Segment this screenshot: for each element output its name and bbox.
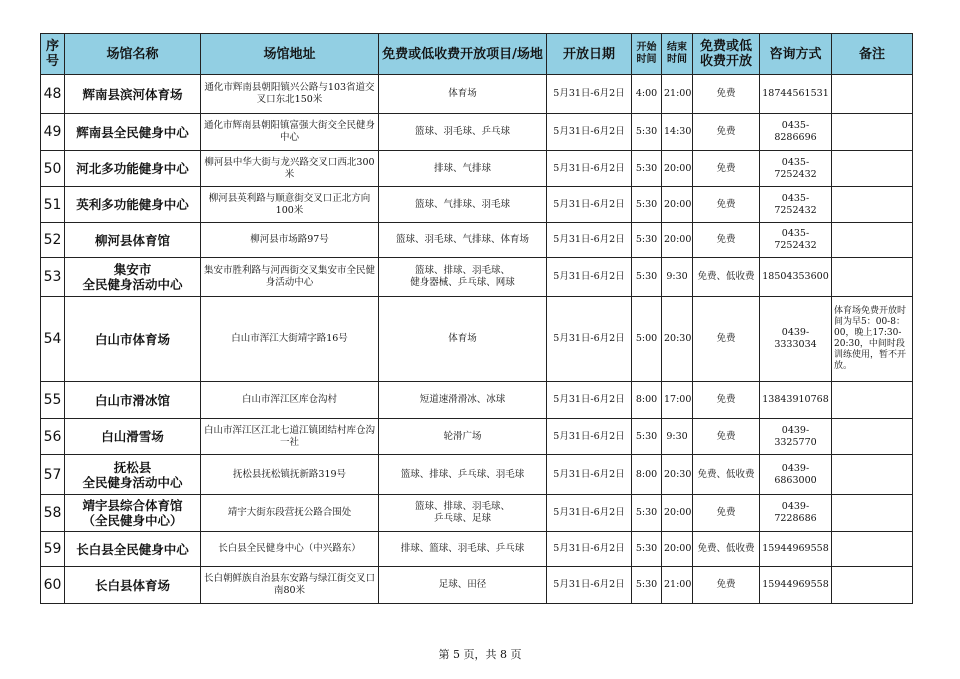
fee-cell: 免费 <box>693 75 760 114</box>
fee-cell: 免费、低收费 <box>693 258 760 297</box>
dates-cell: 5月31日-6月2日 <box>547 151 632 187</box>
fee-cell: 免费、低收费 <box>693 532 760 567</box>
items-cell: 足球、田径 <box>379 567 547 604</box>
contact-cell: 18744561531 <box>760 75 832 114</box>
start-time-cell: 5:30 <box>632 151 662 187</box>
items-cell: 体育场 <box>379 297 547 382</box>
start-time-cell: 5:30 <box>632 223 662 258</box>
dates-cell: 5月31日-6月2日 <box>547 258 632 297</box>
venue-name-cell: 白山滑雪场 <box>65 419 201 455</box>
address-cell: 抚松县抚松镇抚新路319号 <box>201 455 379 495</box>
dates-cell: 5月31日-6月2日 <box>547 419 632 455</box>
table-row <box>41 455 913 495</box>
header-end: 结束时间 <box>662 34 693 75</box>
dates-cell: 5月31日-6月2日 <box>547 567 632 604</box>
address-cell: 柳河县市场路97号 <box>201 223 379 258</box>
items-cell: 篮球、羽毛球、乒乓球 <box>379 114 547 151</box>
remark-cell <box>832 495 913 532</box>
address-cell: 柳河县英利路与顺意街交叉口正北方向100米 <box>201 187 379 223</box>
remark-cell <box>832 419 913 455</box>
fee-cell: 免费 <box>693 297 760 382</box>
end-time-cell: 20:00 <box>662 187 693 223</box>
index-cell: 48 <box>41 75 65 114</box>
header-items: 免费或低收费开放项目/场地 <box>379 34 547 75</box>
address-cell: 白山市浑江大街靖字路16号 <box>201 297 379 382</box>
venue-name-cell: 柳河县体育馆 <box>65 223 201 258</box>
dates-cell: 5月31日-6月2日 <box>547 114 632 151</box>
venue-name-cell: 英利多功能健身中心 <box>65 187 201 223</box>
contact-cell: 13843910768 <box>760 382 832 419</box>
start-time-cell: 5:30 <box>632 114 662 151</box>
table-row <box>41 258 913 297</box>
start-time-cell: 5:30 <box>632 187 662 223</box>
table-row <box>41 532 913 567</box>
venue-name-cell: 抚松县 全民健身活动中心 <box>65 455 201 495</box>
contact-cell: 18504353600 <box>760 258 832 297</box>
dates-cell: 5月31日-6月2日 <box>547 532 632 567</box>
start-time-cell: 5:00 <box>632 297 662 382</box>
fee-cell: 免费 <box>693 567 760 604</box>
venue-name-cell: 集安市 全民健身活动中心 <box>65 258 201 297</box>
items-cell: 轮滑广场 <box>379 419 547 455</box>
fee-cell: 免费 <box>693 187 760 223</box>
contact-cell: 0439-6863000 <box>760 455 832 495</box>
venue-name-cell: 白山市滑冰馆 <box>65 382 201 419</box>
start-time-cell: 5:30 <box>632 567 662 604</box>
remark-cell <box>832 258 913 297</box>
contact-cell: 0439-3333034 <box>760 297 832 382</box>
remark-cell <box>832 567 913 604</box>
header-fee: 免费或低收费开放 <box>693 34 760 75</box>
start-time-cell: 8:00 <box>632 455 662 495</box>
end-time-cell: 20:00 <box>662 151 693 187</box>
table-row <box>41 75 913 114</box>
contact-cell: 0439-3325770 <box>760 419 832 455</box>
items-cell: 篮球、气排球、羽毛球 <box>379 187 547 223</box>
address-cell: 白山市浑江区江北七道江镇团结村库仓沟一社 <box>201 419 379 455</box>
fee-cell: 免费 <box>693 419 760 455</box>
table-row <box>41 114 913 151</box>
index-cell: 60 <box>41 567 65 604</box>
contact-cell: 0435-7252432 <box>760 223 832 258</box>
page-number: 第 5 页，共 8 页 <box>438 648 522 661</box>
table-row <box>41 382 913 419</box>
venue-name-cell: 辉南县全民健身中心 <box>65 114 201 151</box>
end-time-cell: 17:00 <box>662 382 693 419</box>
end-time-cell: 20:30 <box>662 455 693 495</box>
header-row <box>41 34 913 75</box>
remark-cell <box>832 187 913 223</box>
remark-cell <box>832 75 913 114</box>
address-cell: 长白朝鲜族自治县东安路与绿江街交叉口南80米 <box>201 567 379 604</box>
table-row <box>41 223 913 258</box>
contact-cell: 15944969558 <box>760 532 832 567</box>
start-time-cell: 5:30 <box>632 495 662 532</box>
address-cell: 靖宇大街东段营抚公路合围处 <box>201 495 379 532</box>
fee-cell: 免费 <box>693 151 760 187</box>
start-time-cell: 4:00 <box>632 75 662 114</box>
header-dates: 开放日期 <box>547 34 632 75</box>
contact-cell: 0435-7252432 <box>760 187 832 223</box>
index-cell: 59 <box>41 532 65 567</box>
address-cell: 通化市辉南县朝阳镇富强大街交全民健身中心 <box>201 114 379 151</box>
index-cell: 54 <box>41 297 65 382</box>
contact-cell: 15944969558 <box>760 567 832 604</box>
header-remark: 备注 <box>832 34 913 75</box>
header-venue: 场馆名称 <box>65 34 201 75</box>
venue-name-cell: 白山市体育场 <box>65 297 201 382</box>
contact-cell: 0435-7252432 <box>760 151 832 187</box>
dates-cell: 5月31日-6月2日 <box>547 297 632 382</box>
index-cell: 57 <box>41 455 65 495</box>
address-cell: 集安市胜利路与河西街交叉集安市全民健身活动中心 <box>201 258 379 297</box>
header-contact: 咨询方式 <box>760 34 832 75</box>
end-time-cell: 20:00 <box>662 532 693 567</box>
table-row <box>41 297 913 382</box>
venue-table <box>40 33 913 604</box>
end-time-cell: 9:30 <box>662 419 693 455</box>
venue-name-cell: 长白县体育场 <box>65 567 201 604</box>
header-address: 场馆地址 <box>201 34 379 75</box>
venue-name-cell: 靖宇县综合体育馆 （全民健身中心） <box>65 495 201 532</box>
fee-cell: 免费 <box>693 114 760 151</box>
remark-cell <box>832 114 913 151</box>
address-cell: 通化市辉南县朝阳镇兴公路与103省道交叉口东北150米 <box>201 75 379 114</box>
dates-cell: 5月31日-6月2日 <box>547 382 632 419</box>
header-start: 开始时间 <box>632 34 662 75</box>
fee-cell: 免费 <box>693 495 760 532</box>
address-cell: 柳河县中华大街与龙兴路交叉口西北300米 <box>201 151 379 187</box>
table-row <box>41 567 913 604</box>
start-time-cell: 5:30 <box>632 419 662 455</box>
end-time-cell: 20:00 <box>662 495 693 532</box>
end-time-cell: 21:00 <box>662 567 693 604</box>
items-cell: 篮球、羽毛球、气排球、体育场 <box>379 223 547 258</box>
end-time-cell: 9:30 <box>662 258 693 297</box>
remark-cell <box>832 223 913 258</box>
table-row <box>41 419 913 455</box>
remark-cell <box>832 151 913 187</box>
end-time-cell: 14:30 <box>662 114 693 151</box>
items-cell: 排球、气排球 <box>379 151 547 187</box>
index-cell: 49 <box>41 114 65 151</box>
items-cell: 篮球、排球、羽毛球、 乒乓球、足球 <box>379 495 547 532</box>
index-cell: 55 <box>41 382 65 419</box>
items-cell: 短道速滑滑冰、冰球 <box>379 382 547 419</box>
fee-cell: 免费 <box>693 382 760 419</box>
fee-cell: 免费 <box>693 223 760 258</box>
index-cell: 52 <box>41 223 65 258</box>
items-cell: 排球、篮球、羽毛球、乒乓球 <box>379 532 547 567</box>
table-row <box>41 187 913 223</box>
header-index: 序号 <box>41 34 65 75</box>
index-cell: 56 <box>41 419 65 455</box>
index-cell: 50 <box>41 151 65 187</box>
dates-cell: 5月31日-6月2日 <box>547 455 632 495</box>
index-cell: 53 <box>41 258 65 297</box>
start-time-cell: 8:00 <box>632 382 662 419</box>
dates-cell: 5月31日-6月2日 <box>547 187 632 223</box>
remark-cell <box>832 382 913 419</box>
venue-name-cell: 辉南县滨河体育场 <box>65 75 201 114</box>
table-row <box>41 495 913 532</box>
start-time-cell: 5:30 <box>632 258 662 297</box>
end-time-cell: 20:30 <box>662 297 693 382</box>
dates-cell: 5月31日-6月2日 <box>547 495 632 532</box>
dates-cell: 5月31日-6月2日 <box>547 75 632 114</box>
contact-cell: 0439-7228686 <box>760 495 832 532</box>
remark-cell: 体育场免费开放时间为早5：00-8：00，晚上17:30-20:30，中间时段训练使用，暂不开放。 <box>832 297 913 382</box>
items-cell: 体育场 <box>379 75 547 114</box>
end-time-cell: 20:00 <box>662 223 693 258</box>
index-cell: 51 <box>41 187 65 223</box>
venue-name-cell: 河北多功能健身中心 <box>65 151 201 187</box>
contact-cell: 0435-8286696 <box>760 114 832 151</box>
items-cell: 篮球、排球、羽毛球、 健身器械、乒乓球、网球 <box>379 258 547 297</box>
fee-cell: 免费、低收费 <box>693 455 760 495</box>
venue-name-cell: 长白县全民健身中心 <box>65 532 201 567</box>
table-row <box>41 151 913 187</box>
index-cell: 58 <box>41 495 65 532</box>
remark-cell <box>832 532 913 567</box>
end-time-cell: 21:00 <box>662 75 693 114</box>
start-time-cell: 5:30 <box>632 532 662 567</box>
remark-cell <box>832 455 913 495</box>
dates-cell: 5月31日-6月2日 <box>547 223 632 258</box>
address-cell: 白山市浑江区库仓沟村 <box>201 382 379 419</box>
items-cell: 篮球、排球、乒乓球、羽毛球 <box>379 455 547 495</box>
address-cell: 长白县全民健身中心（中兴路东） <box>201 532 379 567</box>
